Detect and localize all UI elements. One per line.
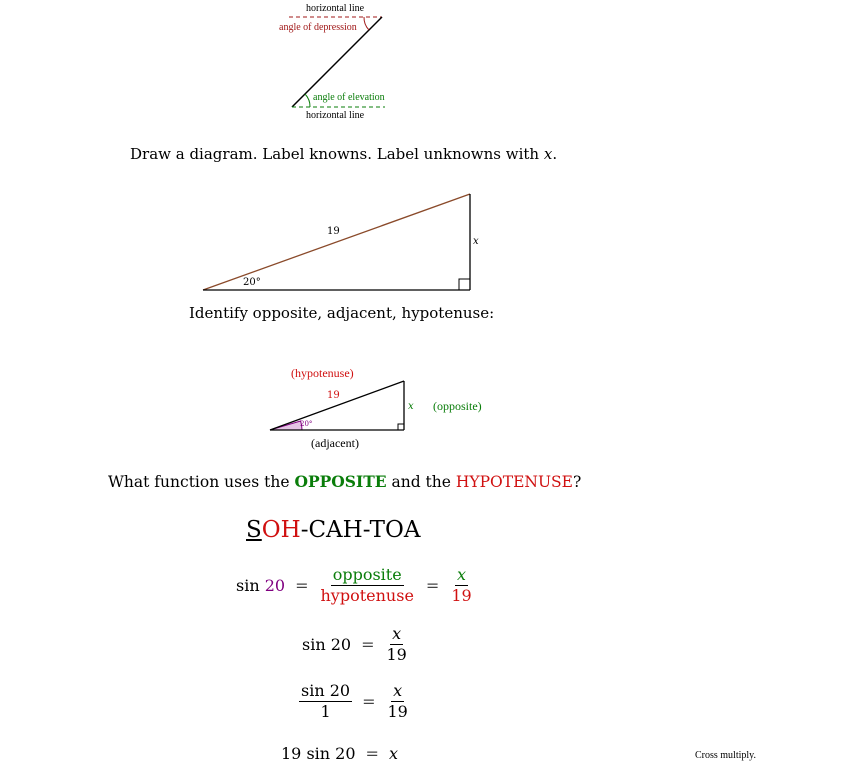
- equation-2: sin 20 = $\frac{x}{19}$: [302, 624, 407, 665]
- hypotenuse-value: 19: [327, 390, 340, 401]
- hypotenuse-highlight: HYPOTENUSE: [455, 473, 573, 491]
- equation-1: sin 20 = $\frac{\text{opposite}}{\text{hypotenuse}}$ = $\frac{x}{19}$: [236, 565, 472, 606]
- eq1-lhs: sin 20: [236, 576, 286, 596]
- eq1-fraction-values: $\frac{x}{19}$: [451, 565, 472, 606]
- eq3-left-fraction: $\frac{\sin 20}{1}$: [301, 681, 351, 722]
- mnemonic-oh: OH: [261, 517, 301, 543]
- equation-3: $\frac{\sin 20}{1}$ = $\frac{x}{19}$: [301, 681, 408, 722]
- horizontal-line-top-label: horizontal line: [306, 3, 365, 14]
- opposite-highlight: OPPOSITE: [294, 472, 387, 491]
- mnemonic-s: S: [246, 517, 262, 543]
- opposite-tag: (opposite): [433, 399, 482, 413]
- angle-of-elevation-label: angle of elevation: [313, 92, 385, 103]
- hypotenuse-line: [270, 381, 404, 430]
- eq1-fraction-words: $\frac{\text{opposite}}{\text{hypotenuse}}$: [320, 565, 414, 606]
- hypotenuse-tag: (hypotenuse): [291, 366, 354, 380]
- question-text: What function uses the OPPOSITE and the HYPOTENUSE?: [108, 472, 582, 491]
- step1-instruction: Draw a diagram. Label knowns. Label unknowns with x.: [130, 145, 558, 163]
- soh-cah-toa: [246, 517, 420, 543]
- mnemonic-rest: -CAH-TOA: [300, 517, 421, 543]
- angle-label: 20°: [243, 277, 261, 288]
- horizontal-line-bottom-label: horizontal line: [306, 110, 365, 121]
- equation-4: 19 sin 20 = x: [281, 744, 398, 763]
- cross-multiply-note: Cross multiply.: [695, 750, 757, 761]
- hypotenuse-value: 19: [327, 226, 340, 237]
- angle-of-depression-label: angle of depression: [279, 22, 357, 33]
- eq3-right-fraction: $\frac{x}{19}$: [387, 681, 408, 722]
- right-angle-marker: [398, 424, 404, 430]
- step2-instruction: Identify opposite, adjacent, hypotenuse:: [189, 304, 495, 322]
- adjacent-tag: (adjacent): [311, 436, 359, 450]
- eq2-fraction: $\frac{x}{19}$: [386, 624, 407, 665]
- angle-label: 20°: [300, 420, 313, 428]
- opposite-variable: x: [408, 401, 414, 412]
- opposite-variable: x: [473, 236, 479, 247]
